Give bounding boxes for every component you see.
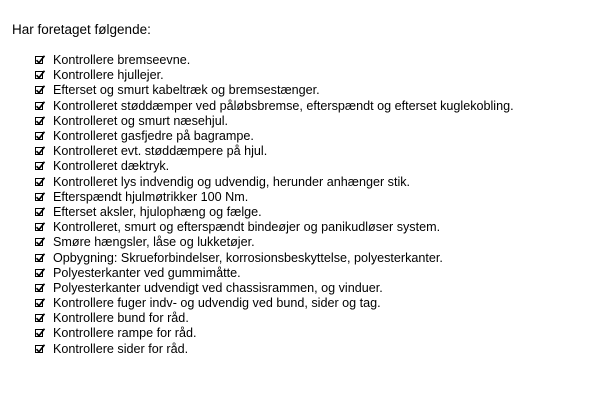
checklist-item-label: Efterspændt hjulmøtrikker 100 Nm. <box>53 189 249 204</box>
checklist-item-label: Kontrolleret og smurt næsehjul. <box>53 113 228 128</box>
checklist-item-label: Efterset og smurt kabeltræk og bremsestænger. <box>53 83 320 98</box>
checkbox-checked-icon <box>35 132 43 140</box>
checkbox-checked-icon <box>35 223 43 231</box>
checkbox-checked-icon <box>35 71 43 79</box>
checklist-item <box>35 99 514 114</box>
checkbox-checked-icon <box>35 208 43 216</box>
checklist-item <box>35 250 514 265</box>
page-heading: Har foretaget følgende: <box>12 22 151 37</box>
checklist-item <box>35 190 514 205</box>
checkbox-checked-icon <box>35 162 43 170</box>
checkbox-checked-icon <box>35 269 43 277</box>
checklist-item-label: Kontrolleret evt. støddæmpere på hjul. <box>53 144 268 159</box>
checklist-item <box>35 144 514 159</box>
checklist-item <box>35 68 514 83</box>
checklist-item-label: Kontrollere bund for råd. <box>53 311 189 326</box>
checklist-item <box>35 342 514 357</box>
checklist-item-label: Kontrollere hjullejer. <box>53 68 164 83</box>
checkbox-checked-icon <box>35 102 43 110</box>
checkbox-checked-icon <box>35 178 43 186</box>
checklist-item <box>35 129 514 144</box>
checkbox-checked-icon <box>35 193 43 201</box>
checklist-item <box>35 53 514 68</box>
checkbox-checked-icon <box>35 345 43 353</box>
checkbox-checked-icon <box>35 117 43 125</box>
checklist-item <box>35 159 514 174</box>
checkbox-checked-icon <box>35 314 43 322</box>
checkbox-checked-icon <box>35 284 43 292</box>
checkbox-checked-icon <box>35 238 43 246</box>
checklist-item <box>35 114 514 129</box>
checkbox-checked-icon <box>35 254 43 262</box>
checklist-item-label: Kontrollere bremseevne. <box>53 53 191 68</box>
checklist <box>35 53 514 357</box>
checklist-item <box>35 205 514 220</box>
checklist-item <box>35 266 514 281</box>
checklist-item-label: Smøre hængsler, låse og lukketøjer. <box>53 235 255 250</box>
checkbox-checked-icon <box>35 299 43 307</box>
checkbox-checked-icon <box>35 147 43 155</box>
checklist-item-label: Opbygning: Skrueforbindelser, korrosionsbeskyttelse, polyesterkanter. <box>53 250 443 265</box>
checklist-item <box>35 220 514 235</box>
checklist-item <box>35 281 514 296</box>
checklist-item-label: Polyesterkanter ved gummimåtte. <box>53 265 241 280</box>
checklist-item-label: Kontrollere fuger indv- og udvendig ved bund, sider og tag. <box>53 296 381 311</box>
checklist-item <box>35 296 514 311</box>
checklist-item-label: Kontrollere rampe for råd. <box>53 326 197 341</box>
checklist-item <box>35 83 514 98</box>
checklist-item-label: Kontrolleret støddæmper ved påløbsbremse, efterspændt og efterset kuglekobling. <box>53 98 514 113</box>
checklist-item <box>35 235 514 250</box>
checklist-item-label: Kontrollere sider for råd. <box>53 341 189 356</box>
checklist-item-label: Kontrolleret lys indvendig og udvendig, herunder anhænger stik. <box>53 174 411 189</box>
checklist-item-label: Kontrolleret, smurt og efterspændt bindeøjer og panikudløser system. <box>53 220 441 235</box>
checklist-item-label: Kontrolleret dæktryk. <box>53 159 170 174</box>
checklist-item <box>35 175 514 190</box>
checkbox-checked-icon <box>35 56 43 64</box>
checklist-item-label: Kontrolleret gasfjedre på bagrampe. <box>53 129 254 144</box>
checkbox-checked-icon <box>35 329 43 337</box>
checklist-item-label: Polyesterkanter udvendigt ved chassisrammen, og vinduer. <box>53 280 383 295</box>
checklist-item <box>35 326 514 341</box>
checklist-item <box>35 311 514 326</box>
checkbox-checked-icon <box>35 86 43 94</box>
checklist-item-label: Efterset aksler, hjulophæng og fælge. <box>53 204 262 219</box>
